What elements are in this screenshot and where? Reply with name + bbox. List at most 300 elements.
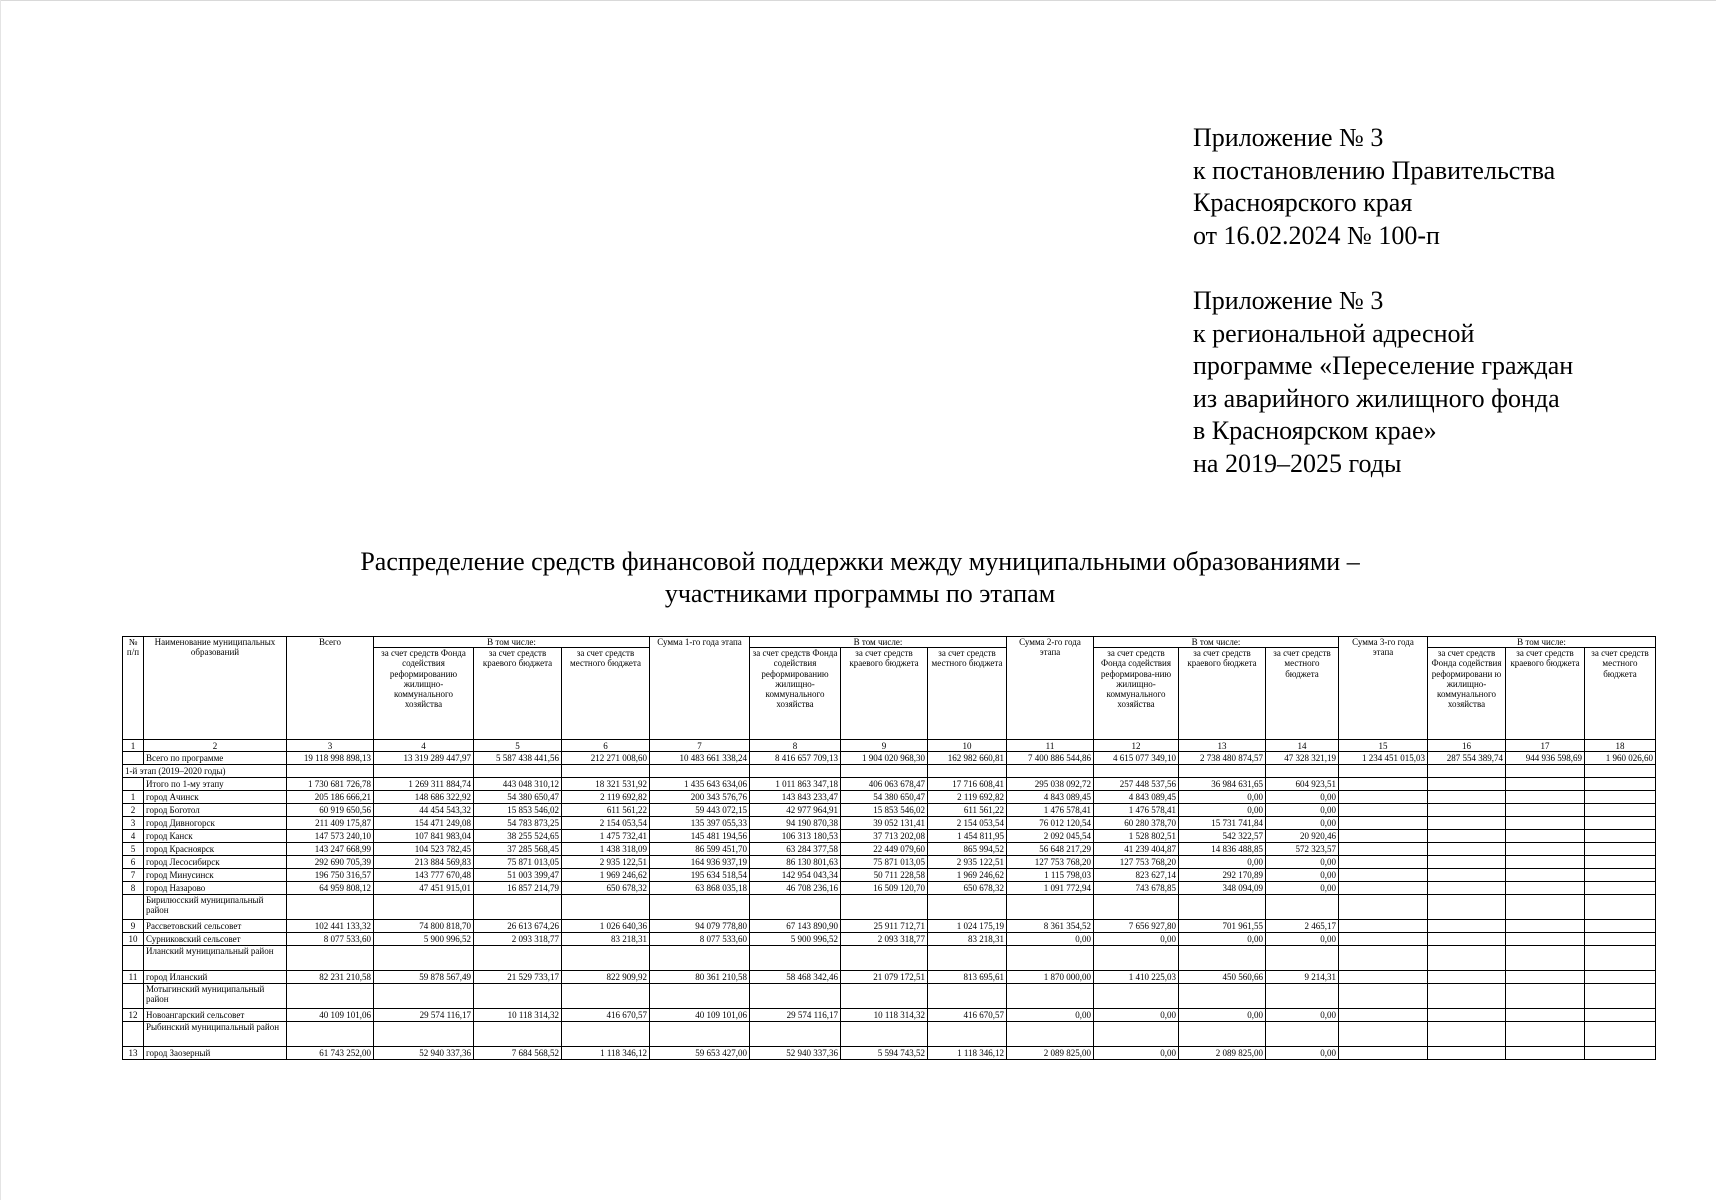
amount-cell: 42 977 964,91 [750, 804, 841, 817]
empty-cell [1266, 895, 1339, 920]
empty-cell [474, 895, 562, 920]
amount-cell: 2 089 825,00 [1179, 1047, 1266, 1060]
empty-cell [1007, 895, 1094, 920]
amount-cell: 0,00 [1266, 869, 1339, 882]
amount-cell: 650 678,32 [928, 882, 1007, 895]
empty-cell [841, 895, 928, 920]
amount-cell: 1 476 578,41 [1094, 804, 1179, 817]
row-number-cell: 2 [123, 804, 144, 817]
amount-cell: 58 468 342,46 [750, 971, 841, 984]
amount-cell [1506, 817, 1585, 830]
amount-cell [1428, 817, 1506, 830]
amount-cell: 64 959 808,12 [287, 882, 374, 895]
empty-cell [374, 765, 474, 778]
amount-cell: 60 280 378,70 [1094, 817, 1179, 830]
amount-cell: 50 711 228,58 [841, 869, 928, 882]
amount-cell: 16 509 120,70 [841, 882, 928, 895]
amount-cell [1339, 1047, 1428, 1060]
empty-cell [374, 946, 474, 971]
district-name-cell: Иланский муниципальный район [144, 946, 287, 971]
amount-cell: 145 481 194,56 [650, 830, 750, 843]
row-name-cell: город Дивногорск [144, 817, 287, 830]
amount-cell: 611 561,22 [928, 804, 1007, 817]
amount-cell [1339, 869, 1428, 882]
amount-cell: 0,00 [1266, 933, 1339, 946]
amount-cell [1506, 830, 1585, 843]
amount-cell: 38 255 524,65 [474, 830, 562, 843]
table-row [123, 830, 1656, 843]
empty-cell [1585, 984, 1656, 1009]
amount-cell [1339, 804, 1428, 817]
empty-cell [650, 984, 750, 1009]
header-number: № п/п [123, 637, 144, 740]
amount-cell: 542 322,57 [1179, 830, 1266, 843]
amount-cell: 650 678,32 [562, 882, 650, 895]
amount-cell: 1 904 020 968,30 [841, 752, 928, 765]
amount-cell [1339, 920, 1428, 933]
amount-cell: 127 753 768,20 [1007, 856, 1094, 869]
amount-cell [1339, 830, 1428, 843]
amount-cell: 1 011 863 347,18 [750, 778, 841, 791]
empty-cell [562, 984, 650, 1009]
document-title-line: Распределение средств финансовой поддержки между муниципальными образованиями – [360, 547, 1360, 576]
amount-cell [1585, 933, 1656, 946]
amount-cell: 1 454 811,95 [928, 830, 1007, 843]
empty-cell [1266, 946, 1339, 971]
amount-cell [1585, 1047, 1656, 1060]
amount-cell [1339, 1009, 1428, 1022]
amount-cell: 0,00 [1094, 1009, 1179, 1022]
empty-cell [1506, 1022, 1585, 1047]
amount-cell: 52 940 337,36 [374, 1047, 474, 1060]
row-name-cell: Всего по программе [144, 752, 287, 765]
empty-cell [1266, 1022, 1339, 1047]
amount-cell [1428, 933, 1506, 946]
amount-cell [1585, 971, 1656, 984]
empty-cell [1506, 946, 1585, 971]
amount-cell [1585, 856, 1656, 869]
amount-cell: 8 077 533,60 [650, 933, 750, 946]
amount-cell: 8 361 354,52 [1007, 920, 1094, 933]
amount-cell: 162 982 660,81 [928, 752, 1007, 765]
empty-cell [841, 946, 928, 971]
amount-cell: 1 476 578,41 [1007, 804, 1094, 817]
row-name-cell: город Минусинск [144, 869, 287, 882]
amount-cell [1585, 778, 1656, 791]
amount-cell: 102 441 133,32 [287, 920, 374, 933]
empty-cell [841, 984, 928, 1009]
header-local: за счет средств местного бюджета [1585, 648, 1656, 740]
amount-cell: 21 529 733,17 [474, 971, 562, 984]
row-name-cell: город Иланский [144, 971, 287, 984]
amount-cell: 2 092 045,54 [1007, 830, 1094, 843]
amount-cell: 154 471 249,08 [374, 817, 474, 830]
empty-cell [841, 765, 928, 778]
empty-cell [287, 946, 374, 971]
empty-cell [928, 895, 1007, 920]
amount-cell [1428, 882, 1506, 895]
row-number-cell [123, 984, 144, 1009]
column-number-cell: 3 [287, 740, 374, 752]
empty-cell [562, 946, 650, 971]
amount-cell: 450 560,66 [1179, 971, 1266, 984]
attachment-line: к региональной адресной [1193, 318, 1475, 348]
empty-cell [750, 1022, 841, 1047]
amount-cell: 743 678,85 [1094, 882, 1179, 895]
amount-cell: 1 475 732,41 [562, 830, 650, 843]
empty-cell [474, 946, 562, 971]
amount-cell: 36 984 631,65 [1179, 778, 1266, 791]
amount-cell [1506, 778, 1585, 791]
empty-cell [1585, 895, 1656, 920]
amount-cell: 295 038 092,72 [1007, 778, 1094, 791]
amount-cell [1428, 1047, 1506, 1060]
amount-cell: 4 843 089,45 [1094, 791, 1179, 804]
amount-cell: 2 119 692,82 [928, 791, 1007, 804]
empty-cell [650, 895, 750, 920]
amount-cell: 1 115 798,03 [1007, 869, 1094, 882]
empty-cell [374, 984, 474, 1009]
amount-cell: 1 969 246,62 [562, 869, 650, 882]
amount-cell [1428, 869, 1506, 882]
empty-cell [1179, 946, 1266, 971]
amount-cell: 0,00 [1179, 791, 1266, 804]
empty-cell [562, 895, 650, 920]
amount-cell: 10 118 314,32 [841, 1009, 928, 1022]
row-name-cell: Сурниковский сельсовет [144, 933, 287, 946]
amount-cell: 195 634 518,54 [650, 869, 750, 882]
amount-cell: 54 380 650,47 [841, 791, 928, 804]
amount-cell: 292 170,89 [1179, 869, 1266, 882]
header-regional: за счет средств краевого бюджета [841, 648, 928, 740]
amount-cell: 211 409 175,87 [287, 817, 374, 830]
amount-cell: 59 443 072,15 [650, 804, 750, 817]
row-name-cell: Новоангарский сельсовет [144, 1009, 287, 1022]
amount-cell: 75 871 013,05 [841, 856, 928, 869]
amount-cell: 8 416 657 709,13 [750, 752, 841, 765]
table-row [123, 920, 1656, 933]
amount-cell: 1 435 643 634,06 [650, 778, 750, 791]
empty-cell [1585, 765, 1656, 778]
attachment-note-program [1193, 285, 1573, 480]
amount-cell [1506, 869, 1585, 882]
amount-cell: 19 118 998 898,13 [287, 752, 374, 765]
amount-cell: 86 130 801,63 [750, 856, 841, 869]
amount-cell [1506, 920, 1585, 933]
amount-cell: 0,00 [1179, 804, 1266, 817]
amount-cell: 20 920,46 [1266, 830, 1339, 843]
amount-cell [1339, 778, 1428, 791]
amount-cell [1585, 869, 1656, 882]
amount-cell [1428, 804, 1506, 817]
empty-cell [1094, 946, 1179, 971]
row-number-cell: 1 [123, 791, 144, 804]
amount-cell: 15 853 546,02 [841, 804, 928, 817]
empty-cell [1339, 984, 1428, 1009]
empty-cell [650, 1022, 750, 1047]
attachment-line: программе «Переселение граждан [1193, 351, 1574, 380]
amount-cell: 8 077 533,60 [287, 933, 374, 946]
amount-cell: 74 800 818,70 [374, 920, 474, 933]
amount-cell: 823 627,14 [1094, 869, 1179, 882]
empty-cell [562, 765, 650, 778]
column-number-cell: 1 [123, 740, 144, 752]
amount-cell: 1 026 640,36 [562, 920, 650, 933]
amount-cell: 26 613 674,26 [474, 920, 562, 933]
amount-cell: 143 247 668,99 [287, 843, 374, 856]
amount-cell [1428, 778, 1506, 791]
empty-cell [1179, 895, 1266, 920]
row-name-cell: Итого по 1-му этапу [144, 778, 287, 791]
header-including: В том числе: [374, 637, 650, 648]
empty-cell [1339, 895, 1428, 920]
header-local: за счет средств местного бюджета [928, 648, 1007, 740]
table-row [123, 933, 1656, 946]
amount-cell: 196 750 316,57 [287, 869, 374, 882]
attachment-line: от 16.02.2024 № 100-п [1193, 220, 1440, 250]
amount-cell [1506, 1009, 1585, 1022]
row-number-cell: 5 [123, 843, 144, 856]
header-fund: за счет средств Фонда содействия реформированию жилищно-коммунального хозяйства [374, 648, 474, 740]
amount-cell: 52 940 337,36 [750, 1047, 841, 1060]
amount-cell: 127 753 768,20 [1094, 856, 1179, 869]
amount-cell [1506, 856, 1585, 869]
column-number-cell: 15 [1339, 740, 1428, 752]
attachment-note-government-decree [1193, 122, 1555, 252]
amount-cell: 4 615 077 349,10 [1094, 752, 1179, 765]
amount-cell: 287 554 389,74 [1428, 752, 1506, 765]
amount-cell [1339, 933, 1428, 946]
amount-cell: 1 234 451 015,03 [1339, 752, 1428, 765]
amount-cell: 94 190 870,38 [750, 817, 841, 830]
amount-cell: 51 003 399,47 [474, 869, 562, 882]
amount-cell [1339, 843, 1428, 856]
amount-cell: 76 012 120,54 [1007, 817, 1094, 830]
amount-cell: 2 093 318,77 [841, 933, 928, 946]
amount-cell [1506, 971, 1585, 984]
row-name-cell: город Назарово [144, 882, 287, 895]
amount-cell: 205 186 666,21 [287, 791, 374, 804]
table-header [123, 637, 1656, 740]
amount-cell [1428, 791, 1506, 804]
amount-cell [1428, 920, 1506, 933]
amount-cell [1428, 830, 1506, 843]
column-number-cell: 12 [1094, 740, 1179, 752]
amount-cell: 2 465,17 [1266, 920, 1339, 933]
amount-cell: 0,00 [1179, 1009, 1266, 1022]
amount-cell [1585, 804, 1656, 817]
empty-cell [650, 946, 750, 971]
amount-cell: 135 397 055,33 [650, 817, 750, 830]
amount-cell: 1 870 000,00 [1007, 971, 1094, 984]
amount-cell: 4 843 089,45 [1007, 791, 1094, 804]
amount-cell: 1 091 772,94 [1007, 882, 1094, 895]
district-group-row [123, 984, 1656, 1009]
empty-cell [1506, 984, 1585, 1009]
row-name-cell: Рассветовский сельсовет [144, 920, 287, 933]
column-number-cell: 6 [562, 740, 650, 752]
empty-cell [841, 1022, 928, 1047]
row-number-cell: 3 [123, 817, 144, 830]
column-number-cell: 8 [750, 740, 841, 752]
attachment-line: из аварийного жилищного фонда [1193, 383, 1560, 413]
empty-cell [750, 984, 841, 1009]
amount-cell: 0,00 [1179, 933, 1266, 946]
empty-cell [1428, 984, 1506, 1009]
amount-cell: 406 063 678,47 [841, 778, 928, 791]
amount-cell [1506, 843, 1585, 856]
amount-cell: 0,00 [1094, 933, 1179, 946]
amount-cell: 56 648 217,29 [1007, 843, 1094, 856]
empty-cell [1094, 984, 1179, 1009]
amount-cell: 0,00 [1266, 882, 1339, 895]
amount-cell: 18 321 531,92 [562, 778, 650, 791]
attachment-line: в Красноярском крае» [1193, 416, 1437, 445]
amount-cell: 5 587 438 441,56 [474, 752, 562, 765]
table-row [123, 804, 1656, 817]
amount-cell: 1 024 175,19 [928, 920, 1007, 933]
empty-cell [1007, 1022, 1094, 1047]
amount-cell: 611 561,22 [562, 804, 650, 817]
table-row [123, 1009, 1656, 1022]
empty-cell [287, 984, 374, 1009]
amount-cell [1506, 882, 1585, 895]
table-row [123, 971, 1656, 984]
empty-cell [1179, 765, 1266, 778]
amount-cell: 2 935 122,51 [928, 856, 1007, 869]
header-including: В том числе: [1094, 637, 1339, 648]
amount-cell: 40 109 101,06 [650, 1009, 750, 1022]
amount-cell: 44 454 543,32 [374, 804, 474, 817]
row-name-cell: город Заозерный [144, 1047, 287, 1060]
amount-cell: 47 451 915,01 [374, 882, 474, 895]
document-title [120, 546, 1600, 610]
amount-cell: 2 119 692,82 [562, 791, 650, 804]
row-number-cell [123, 1022, 144, 1047]
amount-cell: 2 093 318,77 [474, 933, 562, 946]
empty-cell [1339, 946, 1428, 971]
amount-cell: 0,00 [1266, 856, 1339, 869]
column-number-cell: 4 [374, 740, 474, 752]
amount-cell: 7 656 927,80 [1094, 920, 1179, 933]
empty-cell [474, 765, 562, 778]
amount-cell: 0,00 [1266, 1009, 1339, 1022]
amount-cell: 17 716 608,41 [928, 778, 1007, 791]
header-local: за счет средств местного бюджета [1266, 648, 1339, 740]
empty-cell [474, 1022, 562, 1047]
amount-cell [1585, 882, 1656, 895]
amount-cell: 14 836 488,85 [1179, 843, 1266, 856]
empty-cell [1007, 984, 1094, 1009]
district-group-row [123, 946, 1656, 971]
empty-cell [1506, 895, 1585, 920]
header-including: В том числе: [750, 637, 1007, 648]
stage-label-cell: 1-й этап (2019–2020 годы) [123, 765, 287, 778]
row-name-cell: город Канск [144, 830, 287, 843]
amount-cell: 701 961,55 [1179, 920, 1266, 933]
header-name: Наименование муниципальных образований [144, 637, 287, 740]
amount-cell: 1 118 346,12 [562, 1047, 650, 1060]
column-number-cell: 2 [144, 740, 287, 752]
amount-cell: 143 843 233,47 [750, 791, 841, 804]
amount-cell: 61 743 252,00 [287, 1047, 374, 1060]
amount-cell: 21 079 172,51 [841, 971, 928, 984]
header-total: Всего [287, 637, 374, 740]
amount-cell: 1 118 346,12 [928, 1047, 1007, 1060]
row-number-cell: 8 [123, 882, 144, 895]
district-group-row [123, 1022, 1656, 1047]
amount-cell: 59 653 427,00 [650, 1047, 750, 1060]
amount-cell: 1 960 026,60 [1585, 752, 1656, 765]
empty-cell [562, 1022, 650, 1047]
empty-cell [1428, 765, 1506, 778]
row-name-cell: город Боготол [144, 804, 287, 817]
amount-cell [1585, 817, 1656, 830]
empty-cell [1007, 946, 1094, 971]
row-name-cell: город Лесосибирск [144, 856, 287, 869]
column-number-cell: 9 [841, 740, 928, 752]
row-name-cell: город Красноярск [144, 843, 287, 856]
empty-cell [1428, 946, 1506, 971]
amount-cell: 60 919 650,56 [287, 804, 374, 817]
amount-cell: 106 313 180,53 [750, 830, 841, 843]
header-local: за счет средств местного бюджета [562, 648, 650, 740]
stage-label-row [123, 765, 1656, 778]
amount-cell: 200 343 576,76 [650, 791, 750, 804]
amount-cell: 0,00 [1266, 1047, 1339, 1060]
district-name-cell: Мотыгинский муниципальный район [144, 984, 287, 1009]
header-fund: за счет средств Фонда содействия реформированию жилищно-коммунального хозяйства [750, 648, 841, 740]
amount-cell: 0,00 [1007, 1009, 1094, 1022]
column-numbers-row [123, 740, 1656, 752]
district-name-cell: Бирилюсский муниципальный район [144, 895, 287, 920]
row-number-cell: 12 [123, 1009, 144, 1022]
attachment-line: к постановлению Правительства [1193, 155, 1556, 185]
district-name-cell: Рыбинский муниципальный район [144, 1022, 287, 1047]
amount-cell: 212 271 008,60 [562, 752, 650, 765]
empty-cell [1585, 946, 1656, 971]
amount-cell [1585, 920, 1656, 933]
amount-cell: 944 936 598,69 [1506, 752, 1585, 765]
amount-cell: 10 118 314,32 [474, 1009, 562, 1022]
amount-cell: 67 143 890,90 [750, 920, 841, 933]
amount-cell: 104 523 782,45 [374, 843, 474, 856]
total-row [123, 752, 1656, 765]
amount-cell: 292 690 705,39 [287, 856, 374, 869]
amount-cell: 82 231 210,58 [287, 971, 374, 984]
amount-cell [1585, 830, 1656, 843]
empty-cell [928, 984, 1007, 1009]
header-regional: за счет средств краевого бюджета [1506, 648, 1585, 740]
amount-cell: 7 684 568,52 [474, 1047, 562, 1060]
document-title-line: участниками программы по этапам [664, 579, 1056, 608]
row-number-cell [123, 752, 144, 765]
table-row [123, 856, 1656, 869]
row-name-cell: город Ачинск [144, 791, 287, 804]
empty-cell [287, 1022, 374, 1047]
table-row [123, 869, 1656, 882]
empty-cell [474, 984, 562, 1009]
amount-cell [1339, 971, 1428, 984]
amount-cell: 348 094,09 [1179, 882, 1266, 895]
amount-cell: 2 154 053,54 [562, 817, 650, 830]
empty-cell [287, 895, 374, 920]
table-row [123, 1047, 1656, 1060]
empty-cell [374, 895, 474, 920]
amount-cell: 46 708 236,16 [750, 882, 841, 895]
amount-cell [1506, 933, 1585, 946]
amount-cell [1339, 791, 1428, 804]
